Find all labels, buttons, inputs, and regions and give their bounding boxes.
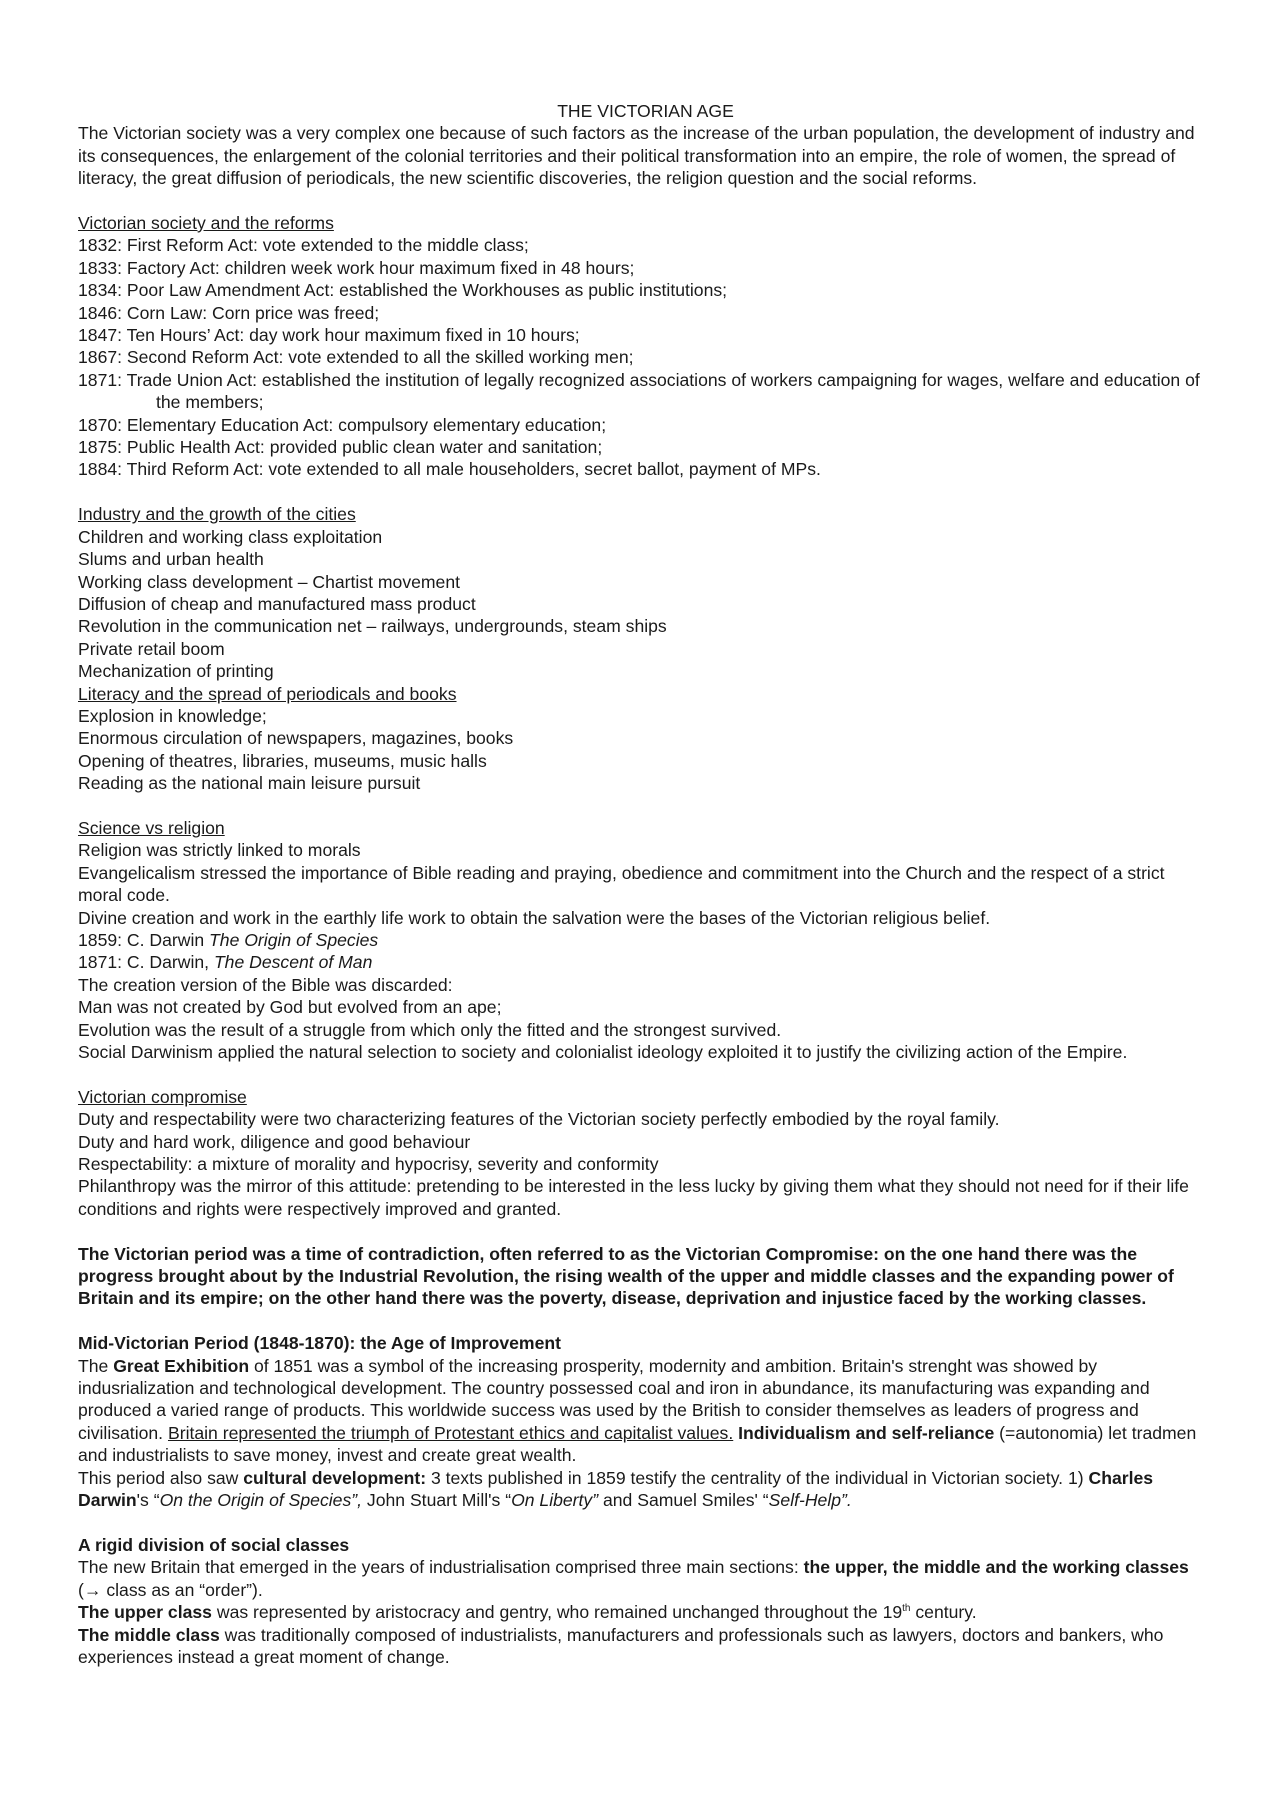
darwin-1859-prefix: 1859: C. Darwin	[78, 929, 210, 950]
text-run: of 1851 was a symbol of the increasing prosperity, modernity and ambition. Britain's strenght was showed by indusrialization and technological development. The country possessed coal and iron in abundance, its manufacturing was expanding and produced a varied range of products. This worldwide success was used by the British to consider themselves as leaders of progress and civilisation.	[78, 1355, 1150, 1443]
social-classes-heading: A rigid division of social classes	[78, 1534, 350, 1555]
science-section	[78, 817, 1213, 1063]
science-line: Evolution was the result of a struggle from which only the fitted and the strongest survived.	[78, 1019, 782, 1040]
book-title: Self-Help”.	[768, 1490, 852, 1511]
text-run: (→ class as an “order”).	[78, 1579, 263, 1600]
upper-class-term: The upper class	[78, 1602, 212, 1623]
text-run: century.	[910, 1602, 977, 1623]
reform-item: 1870: Elementary Education Act: compulsory elementary education;	[78, 414, 607, 435]
upper-class-paragraph	[78, 1601, 1213, 1623]
science-heading: Science vs religion	[78, 817, 225, 838]
text-run: This period also saw	[78, 1467, 244, 1488]
darwin-1859-line	[78, 929, 1213, 951]
literacy-item: Explosion in knowledge;	[78, 705, 267, 726]
industry-item: Private retail boom	[78, 638, 225, 659]
industry-item: Children and working class exploitation	[78, 526, 383, 547]
industry-heading: Industry and the growth of the cities	[78, 504, 356, 525]
industry-section	[78, 503, 1213, 682]
reform-item: 1834: Poor Law Amendment Act: established the Workhouses as public institutions;	[78, 280, 728, 301]
charles-darwin-name: Charles Darwin	[78, 1467, 1154, 1511]
compromise-heading: Victorian compromise	[78, 1086, 247, 1107]
literacy-item: Opening of theatres, libraries, museums, music halls	[78, 750, 487, 771]
mid-victorian-section	[78, 1332, 1213, 1511]
ordinal-suffix: th	[902, 1603, 911, 1615]
protestant-ethics-sentence: Britain represented the triumph of Protestant ethics and capitalist values.	[167, 1422, 734, 1443]
literacy-section	[78, 683, 1213, 795]
literacy-item: Enormous circulation of newspapers, magazines, books	[78, 728, 514, 749]
text-run: (=autonomia) let tradmen and industrialists to save money, invest and create great wealth.	[78, 1422, 1197, 1466]
industry-item: Diffusion of cheap and manufactured mass product	[78, 593, 476, 614]
literacy-heading: Literacy and the spread of periodicals and books	[78, 683, 457, 704]
compromise-item: Philanthropy was the mirror of this attitude: pretending to be interested in the less lucky by giving them what they should not need for if their life conditions and rights were respectively improved and granted.	[78, 1176, 1189, 1219]
cultural-development-term: cultural development:	[243, 1467, 427, 1488]
mid-victorian-heading: Mid-Victorian Period (1848-1870): the Age of Improvement	[78, 1333, 561, 1354]
compromise-item: Respectability: a mixture of morality and hypocrisy, severity and conformity	[78, 1154, 659, 1175]
individualism-term: Individualism and self-reliance	[738, 1422, 995, 1443]
reform-item: 1832: First Reform Act: vote extended to the middle class;	[78, 235, 529, 256]
page-title: THE VICTORIAN AGE	[557, 101, 734, 121]
descent-of-man-title: The Descent of Man	[213, 952, 373, 973]
summary-paragraph: The Victorian period was a time of contradiction, often referred to as the Victorian Compromise: on the one hand there was the progress brought about by the Industrial Revolution, the rising wealth of the upper and middle classes and the expanding power of Britain and its empire; on the other hand there was the poverty, disease, deprivation and injustice faced by the working classes.	[78, 1243, 1174, 1309]
great-exhibition-term: Great Exhibition	[113, 1355, 250, 1376]
science-line: Divine creation and work in the earthly life work to obtain the salvation were the bases of the Victorian religious belief.	[78, 907, 991, 928]
compromise-item: Duty and respectability were two characterizing features of the Victorian society perfectly embodied by the royal family.	[78, 1109, 1000, 1130]
intro-paragraph: The Victorian society was a very complex one because of such factors as the increase of the urban population, the development of industry and its consequences, the enlargement of the colonial territories and their political transformation into an empire, the role of women, the spread of literacy, the great diffusion of periodicals, the new scientific discoveries, the religion question and the social reforms.	[78, 123, 1195, 189]
text-run: 3 texts published in 1859 testify the centrality of the individual in Victorian society. 1)	[426, 1467, 1089, 1488]
three-classes-term: the upper, the middle and the working classes	[803, 1557, 1189, 1578]
text-run: John Stuart Mill's “	[362, 1490, 512, 1511]
cultural-development-paragraph	[78, 1467, 1213, 1512]
reforms-heading: Victorian society and the reforms	[78, 213, 334, 234]
book-title: On the Origin of Species”,	[159, 1490, 363, 1511]
darwin-1871-line	[78, 951, 1213, 973]
social-classes-section	[78, 1534, 1213, 1668]
reform-item: 1847: Ten Hours’ Act: day work hour maximum fixed in 10 hours;	[78, 325, 580, 346]
industry-item: Revolution in the communication net – railways, undergrounds, steam ships	[78, 616, 667, 637]
reforms-section	[78, 212, 1213, 481]
reform-item: 1867: Second Reform Act: vote extended to all the skilled working men;	[78, 347, 634, 368]
text-run: 's “	[136, 1490, 160, 1511]
text-run: was represented by aristocracy and gentry, who remained unchanged throughout the 19	[211, 1602, 903, 1623]
document-page	[78, 100, 1213, 1668]
middle-class-term: The middle class	[78, 1624, 220, 1645]
industry-item: Mechanization of printing	[78, 661, 274, 682]
text-run: and Samuel Smiles' “	[598, 1490, 769, 1511]
text-run: The	[78, 1355, 114, 1376]
classes-intro-paragraph	[78, 1556, 1213, 1601]
science-line: The creation version of the Bible was discarded:	[78, 974, 453, 995]
science-line: Religion was strictly linked to morals	[78, 840, 361, 861]
industry-item: Working class development – Chartist movement	[78, 571, 461, 592]
text-run: was traditionally composed of industrialists, manufacturers and professionals such as lawyers, doctors and bankers, who experiences instead a great moment of change.	[78, 1624, 1164, 1667]
reform-item: 1884: Third Reform Act: vote extended to all male householders, secret ballot, payment of MPs.	[78, 459, 821, 480]
compromise-item: Duty and hard work, diligence and good behaviour	[78, 1131, 471, 1152]
science-line: Man was not created by God but evolved from an ape;	[78, 997, 502, 1018]
literacy-item: Reading as the national main leisure pursuit	[78, 773, 421, 794]
darwin-1871-prefix: 1871: C. Darwin,	[78, 952, 214, 973]
text-run: The new Britain that emerged in the years of industrialisation comprised three main sections:	[78, 1557, 804, 1578]
compromise-section	[78, 1086, 1213, 1220]
science-line: Evangelicalism stressed the importance of Bible reading and praying, obedience and commitment into the Church and the respect of a strict moral code.	[78, 862, 1165, 906]
reform-item: 1833: Factory Act: children week work hour maximum fixed in 48 hours;	[78, 257, 635, 278]
great-exhibition-paragraph	[78, 1355, 1213, 1467]
reform-item: 1871: Trade Union Act: established the institution of legally recognized associations of workers campaigning for wages, welfare and education of the members;	[78, 369, 1200, 413]
middle-class-paragraph	[78, 1624, 1213, 1669]
science-line: Social Darwinism applied the natural selection to society and colonialist ideology exploited it to justify the civilizing action of the Empire.	[78, 1042, 1128, 1063]
industry-item: Slums and urban health	[78, 549, 264, 570]
reform-item: 1875: Public Health Act: provided public clean water and sanitation;	[78, 437, 603, 458]
book-title: On Liberty”	[511, 1490, 599, 1511]
reform-item: 1846: Corn Law: Corn price was freed;	[78, 302, 380, 323]
origin-of-species-title: The Origin of Species	[209, 929, 379, 950]
